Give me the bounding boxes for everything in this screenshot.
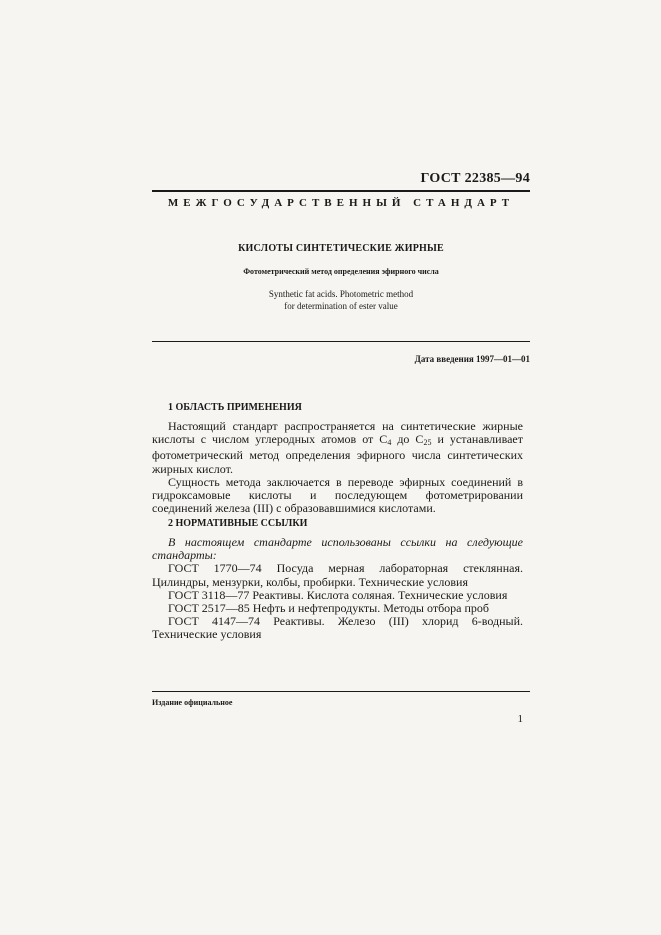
- gost-number: ГОСТ 22385—94: [420, 171, 530, 186]
- document-title: КИСЛОТЫ СИНТЕТИЧЕСКИЕ ЖИРНЫЕ: [238, 243, 444, 254]
- p1-subscript-25: 25: [423, 438, 432, 448]
- section1-paragraph2: Сущность метода заключается в переводе эфирных соединений в гидроксамовые кислоты и последующем фотометрировании соединений железа (III) с образовавшимися кислотами.: [152, 474, 523, 516]
- footer-rule: [152, 691, 530, 692]
- reference-item: ГОСТ 4147—74 Реактивы. Железо (III) хлорид 6-водный. Технические условия: [152, 614, 523, 642]
- p1-part-a: Настоящий стандарт распространяется на синтетические жирные кислоты с числом углеродных атомов от C: [152, 419, 523, 447]
- english-title: [152, 288, 530, 312]
- english-title-line2: for determination of ester value: [284, 301, 398, 311]
- reference-item: ГОСТ 3118—77 Реактивы. Кислота соляная. Технические условия: [168, 587, 508, 602]
- header-rule: [152, 190, 530, 192]
- title-rule: [152, 341, 530, 342]
- section2-body: [152, 536, 523, 642]
- introduction-date: Дата введения 1997—01—01: [414, 354, 530, 364]
- section1-paragraph1: [152, 420, 523, 476]
- document-subtitle: Фотометрический метод определения эфирного числа: [243, 267, 439, 276]
- section1-heading: 1 ОБЛАСТЬ ПРИМЕНЕНИЯ: [168, 402, 302, 413]
- section2-heading: 2 НОРМАТИВНЫЕ ССЫЛКИ: [168, 518, 308, 529]
- p1-part-b: до C: [391, 432, 424, 447]
- official-edition-label: Издание официальное: [152, 698, 233, 707]
- section2-intro: В настоящем стандарте использованы ссылки на следующие стандарты:: [152, 535, 523, 563]
- reference-item: ГОСТ 2517—85 Нефть и нефтепродукты. Методы отбора проб: [168, 601, 490, 616]
- page-number: 1: [517, 713, 523, 725]
- interstate-standard-label: МЕЖГОСУДАРСТВЕННЫЙ СТАНДАРТ: [167, 197, 515, 209]
- p1-subscript-4: 4: [387, 438, 392, 448]
- english-title-line1: Synthetic fat acids. Photometric method: [268, 289, 414, 299]
- section1-body: [152, 420, 523, 515]
- p1-part-c: и устанавливает фотометрический метод определения эфирного числа синтетических жирных кислот.: [152, 432, 523, 476]
- reference-item: ГОСТ 1770—74 Посуда мерная лабораторная стеклянная. Цилиндры, мензурки, колбы, пробирки. Технические условия: [152, 561, 523, 589]
